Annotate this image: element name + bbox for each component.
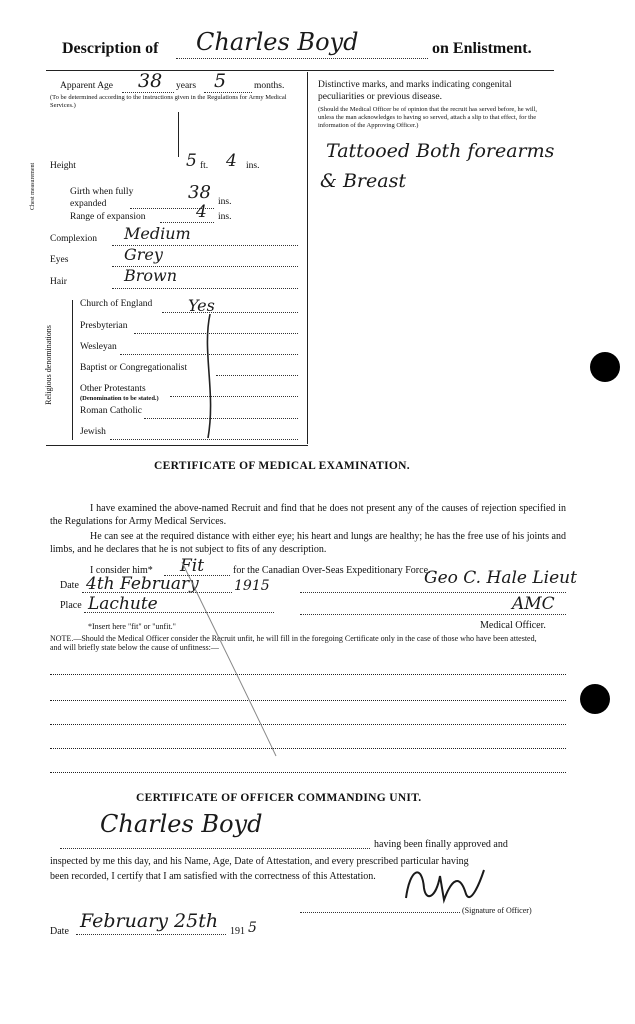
medical-note: NOTE.—Should the Medical Officer consider the Recruit unfit, he will fill in the foregoing Certificate only in the case of those who have been attested, and will briefly state below the cause of unfitness:— xyxy=(50,634,537,652)
height-ft-value: 5 xyxy=(186,151,197,171)
religion-presbyterian: Presbyterian xyxy=(80,321,128,331)
cause-line-3 xyxy=(50,724,566,725)
religion-wesleyan: Wesleyan xyxy=(80,342,117,352)
apparent-age-label: Apparent Age xyxy=(60,81,114,91)
range-value: 4 xyxy=(196,202,207,222)
commanding-title: CERTIFICATE OF OFFICER COMMANDING UNIT. xyxy=(136,792,422,804)
medical-date-value: 4th February xyxy=(86,574,199,594)
range-unit: ins. xyxy=(218,212,232,222)
title-suffix: on Enlistment. xyxy=(432,40,532,57)
religion-roman-catholic: Roman Catholic xyxy=(80,406,143,416)
age-years-line xyxy=(122,92,174,93)
hair-label: Hair xyxy=(50,277,67,287)
religion-stroke xyxy=(180,312,220,442)
religion-baptist: Baptist or Congregationalist xyxy=(80,363,188,373)
religion-other-note: (Denomination to be stated.) xyxy=(80,395,159,402)
punch-hole-bottom xyxy=(580,684,610,714)
medical-title: CERTIFICATE OF MEDICAL EXAMINATION. xyxy=(154,460,410,472)
eyes-value: Grey xyxy=(124,245,163,264)
medical-officer-signature: Geo C. Hale Lieut xyxy=(424,568,577,588)
hair-line xyxy=(112,288,298,289)
age-months-value: 5 xyxy=(214,70,227,92)
religion-side-label: Religious denominations xyxy=(44,325,53,405)
marks-line-1: Tattooed Both forearms xyxy=(326,140,555,162)
medical-officer-label: Medical Officer. xyxy=(480,620,546,631)
religion-church-of-england: Church of England xyxy=(80,299,153,309)
cause-line-4 xyxy=(50,748,566,749)
height-in-value: 4 xyxy=(226,151,237,171)
officer-signature-scrawl xyxy=(400,858,490,908)
title-prefix: Description of xyxy=(62,40,159,57)
frame-center-line xyxy=(307,72,308,444)
commanding-name-line xyxy=(60,848,370,849)
medical-officer-signature-2: AMC xyxy=(512,594,555,614)
age-note: (To be determined according to the instructions given in the Regulations for Army Medical Services.) xyxy=(50,94,287,109)
commanding-date-label: Date xyxy=(50,926,69,937)
marks-note: (Should the Medical Officer be of opinion that the recruit has served before, he will, unless the man acknowledges to having so served, attach a slip to that effect, for the information of the Approving Officer.) xyxy=(318,106,538,129)
commanding-year-prefix: 191 xyxy=(230,926,245,937)
medical-signature-line-2 xyxy=(300,614,566,615)
religion-line-6 xyxy=(144,418,298,419)
ins-label: ins. xyxy=(246,161,260,171)
commanding-date-value: February 25th xyxy=(80,910,219,932)
commanding-line-2: inspected by me this day, and his Name, Age, Date of Attestation, and every prescribed particular having xyxy=(50,856,469,867)
religion-line-4 xyxy=(216,375,298,376)
cause-line-2 xyxy=(50,700,566,701)
signature-label: (Signature of Officer) xyxy=(462,906,532,915)
height-label: Height xyxy=(50,161,76,171)
consider-label: I consider him* xyxy=(90,565,153,576)
force-label: for the Canadian Over-Seas Expeditionary Force. xyxy=(233,565,431,576)
ft-label: ft. xyxy=(200,161,209,171)
frame-top-line xyxy=(46,70,554,71)
height-divider xyxy=(178,112,179,157)
cause-line-5 xyxy=(50,772,566,773)
commanding-year-suffix: 5 xyxy=(248,920,257,936)
frame-bottom-line xyxy=(46,445,308,446)
months-label: months. xyxy=(254,81,285,91)
fold-crease xyxy=(180,560,280,760)
chest-label: Chest measurement xyxy=(30,162,36,210)
commanding-signature-line xyxy=(300,912,460,913)
commanding-line-3: been recorded, I certify that I am satisfied with the correctness of this Attestation. xyxy=(50,871,376,882)
religion-bracket xyxy=(72,300,73,440)
years-label: years xyxy=(176,81,197,91)
commanding-date-line xyxy=(76,934,226,935)
name-dotted-line xyxy=(176,58,428,59)
commanding-name: Charles Boyd xyxy=(100,810,263,838)
recruit-name: Charles Boyd xyxy=(196,28,359,56)
girth-unit: ins. xyxy=(218,197,232,207)
medical-para-1: I have examined the above-named Recruit and find that he does not present any of the causes of rejection specified in the Regulations for Army Medical Services. xyxy=(50,503,566,527)
medical-place-label: Place xyxy=(60,600,82,611)
girth-value: 38 xyxy=(188,182,211,203)
religion-jewish: Jewish xyxy=(80,427,106,437)
insert-note: *Insert here "fit" or "unfit." xyxy=(88,622,176,631)
punch-hole-top xyxy=(590,352,620,382)
hair-value: Brown xyxy=(124,266,178,285)
marks-line-2: & Breast xyxy=(320,170,406,192)
medical-signature-line xyxy=(300,592,566,593)
commanding-line-1-suffix: having been finally approved and xyxy=(374,839,508,850)
range-label: Range of expansion xyxy=(70,212,146,222)
age-months-line xyxy=(204,92,252,93)
medical-year: 1915 xyxy=(234,578,270,594)
cause-line-1 xyxy=(50,674,566,675)
complexion-value: Medium xyxy=(124,224,191,243)
eyes-label: Eyes xyxy=(50,255,69,265)
complexion-label: Complexion xyxy=(50,234,97,244)
religion-other-protestants: Other Protestants xyxy=(80,384,146,394)
range-line xyxy=(160,222,214,223)
medical-date-label: Date xyxy=(60,580,79,591)
girth-label: Girth when fully expanded xyxy=(70,187,134,209)
marks-heading: Distinctive marks, and marks indicating congenital peculiarities or previous disease. xyxy=(318,80,512,102)
religion-value: Yes xyxy=(188,296,215,315)
medical-para-2: He can see at the required distance with either eye; his heart and lungs are healthy; he has the free use of his joints and limbs, and he declares that he is not subject to fits of any description. xyxy=(50,531,566,555)
fit-value: Fit xyxy=(180,556,205,576)
medical-place-value: Lachute xyxy=(88,594,158,614)
age-years-value: 38 xyxy=(138,70,163,92)
